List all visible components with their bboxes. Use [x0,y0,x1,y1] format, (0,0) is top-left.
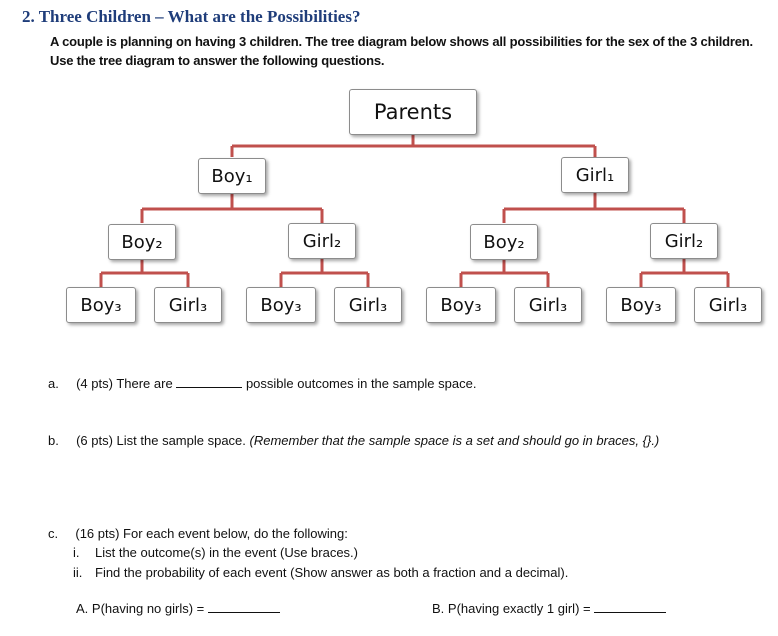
connector-level2-b-to-level3 [281,259,368,287]
question-title: 2. Three Children – What are the Possibilities? [22,7,361,26]
node-parents: Parents [349,89,477,135]
node-girl3-2: Girl₃ [334,287,402,323]
question-c-i-marker: i. [73,545,80,560]
question-c-text: (16 pts) For each event below, do the following: [75,526,348,541]
node-girl3-3: Girl₃ [514,287,582,323]
question-c-ii-marker: ii. [73,565,83,580]
question-a-text: (4 pts) There are [76,376,173,391]
question-c-ii [73,565,568,580]
question-c-i-text: List the outcome(s) in the event (Use braces.) [95,545,359,560]
node-boy1: Boy₁ [198,158,266,194]
connector-root-to-level1 [232,135,595,157]
node-girl3-4: Girl₃ [694,287,762,323]
question-b-text: (6 pts) List the sample space. [76,433,246,448]
connector-level2-c-to-level3 [461,260,548,287]
part-a-answer-blank[interactable] [208,600,280,613]
question-a-rest: possible outcomes in the sample space. [245,376,477,391]
question-a-answer-blank[interactable] [176,375,242,388]
connector-level2-d-to-level3 [641,259,728,287]
question-c-part-b [432,600,666,616]
node-girl3-1: Girl₃ [154,287,222,323]
question-a-marker: a. [48,376,59,391]
question-b-marker: b. [48,433,59,448]
question-c-ii-text: Find the probability of each event (Show answer as both a fraction and a decimal). [95,565,569,580]
node-boy3-4: Boy₃ [606,287,676,323]
part-b-label: B. P(having exactly 1 girl) = [432,601,591,616]
question-a [48,375,476,391]
question-c-i [73,545,358,560]
node-boy3-1: Boy₃ [66,287,136,323]
question-b-note: (Remember that the sample space is a set and should go in braces, {}.) [249,433,660,448]
node-girl2-a: Girl₂ [288,223,356,259]
node-girl2-b: Girl₂ [650,223,718,259]
part-b-answer-blank[interactable] [594,600,666,613]
node-boy3-2: Boy₃ [246,287,316,323]
question-c-part-a [76,600,280,616]
question-c [48,526,348,541]
connector-girl1-to-level2 [504,193,684,223]
question-b [48,433,659,448]
node-girl1: Girl₁ [561,157,629,193]
node-boy2-a: Boy₂ [108,224,176,260]
connector-boy1-to-level2 [142,194,322,223]
connector-level2-a-to-level3 [101,260,188,287]
node-boy2-b: Boy₂ [470,224,538,260]
question-intro: A couple is planning on having 3 children. The tree diagram below shows all possibilities for the sex of the 3 children. Use the tree diagram to answer the following questions. [50,34,753,68]
part-a-label: A. P(having no girls) = [76,601,205,616]
question-c-marker: c. [48,526,59,541]
node-boy3-3: Boy₃ [426,287,496,323]
